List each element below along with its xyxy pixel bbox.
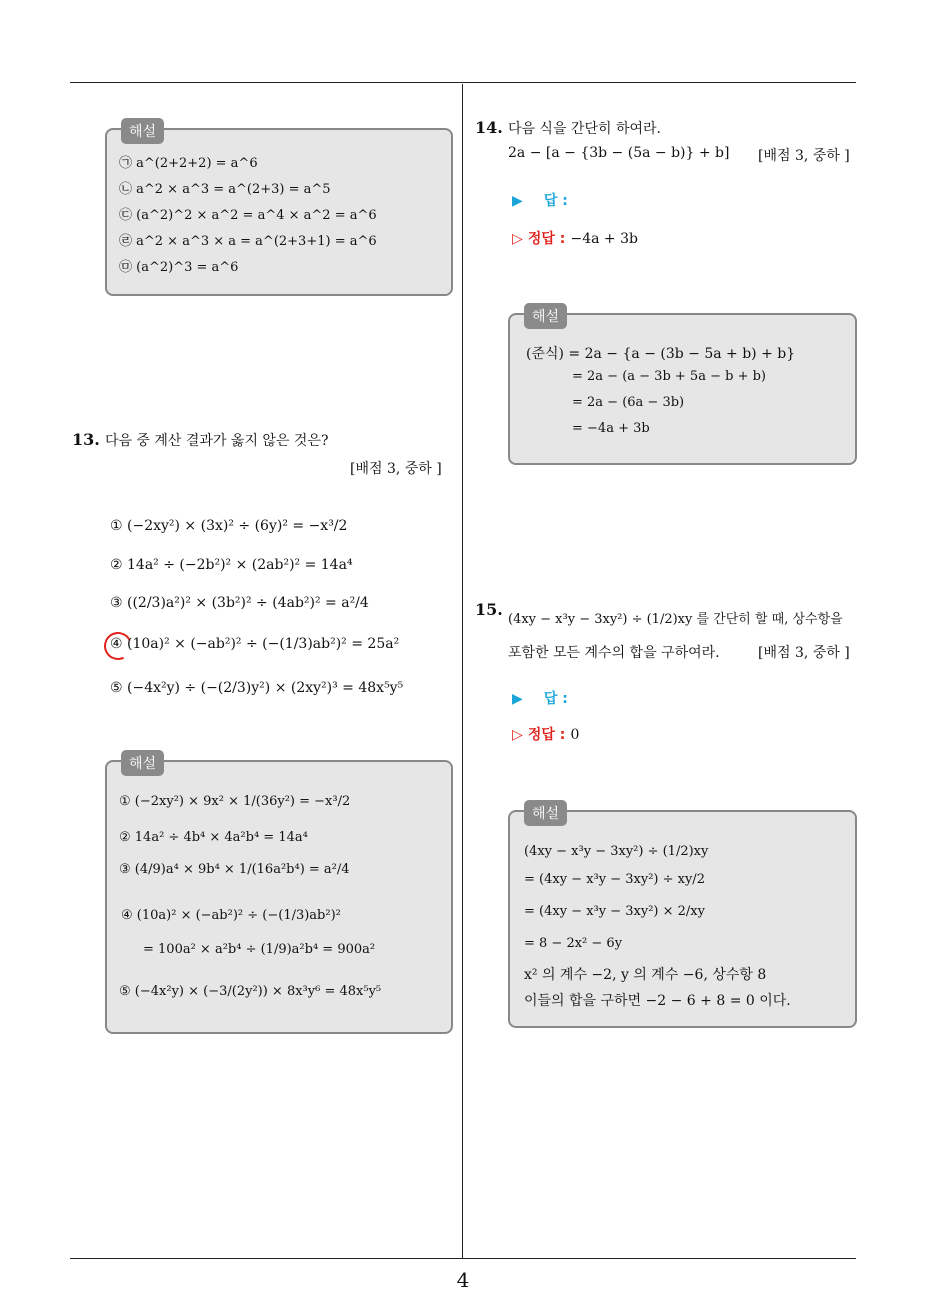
bottom-rule — [70, 1258, 856, 1259]
solution-tag: 해설 — [524, 800, 567, 826]
option-3[interactable]: ③ ((2/3)a²)² × (3b²)² ÷ (4ab²)² = a²/4 — [110, 595, 369, 611]
question-15 — [475, 600, 503, 619]
correct-answer-row — [512, 724, 579, 744]
solution-line: x² 의 계수 −2, y 의 계수 −6, 상수항 8 — [524, 967, 767, 983]
solution-box-q12 — [105, 124, 453, 296]
solution-line: = (4xy − x³y − 3xy²) × 2/xy — [524, 904, 705, 919]
answer-row — [512, 190, 568, 210]
solution-line: = 8 − 2x² − 6y — [524, 936, 623, 951]
solution-box-q15 — [508, 806, 857, 1028]
solution-line: ㉡ a^2 × a^3 = a^(2+3) = a^5 — [119, 182, 331, 197]
solution-line: = −4a + 3b — [572, 421, 650, 436]
play-icon: ▶ — [512, 193, 523, 209]
top-rule — [70, 82, 856, 83]
question-meta: [배점 3, 중하 ] — [758, 148, 850, 164]
solution-line: 이들의 합을 구하면 −2 − 6 + 8 = 0 이다. — [524, 993, 791, 1009]
page-number: 4 — [456, 1268, 470, 1292]
solution-line: ㉤ (a^2)^3 = a^6 — [119, 260, 239, 275]
option-2[interactable]: ② 14a² ÷ (−2b²)² × (2ab²)² = 14a⁴ — [110, 557, 353, 573]
solution-tag: 해설 — [121, 118, 164, 144]
solution-line: ① (−2xy²) × 9x² × 1/(36y²) = −x³/2 — [119, 794, 351, 809]
solution-line: ④ (10a)² × (−ab²)² ÷ (−(1/3)ab²)² — [121, 908, 341, 923]
column-divider — [462, 84, 463, 1258]
solution-line: = 100a² × a²b⁴ ÷ (1/9)a²b⁴ = 900a² — [143, 942, 376, 957]
solution-line: ㉢ (a^2)^2 × a^2 = a^4 × a^2 = a^6 — [119, 208, 377, 223]
question-text: (4xy − x³y − 3xy²) ÷ (1/2)xy 를 간단히 할 때, 상수항을 — [508, 612, 843, 627]
question-number: 14. — [475, 118, 503, 137]
question-text: 다음 중 계산 결과가 옳지 않은 것은? — [104, 433, 329, 449]
triangle-outline-icon: ▷ — [512, 727, 523, 743]
solution-tag: 해설 — [524, 303, 567, 329]
solution-line: = 2a − (6a − 3b) — [572, 395, 685, 410]
solution-line: ㉣ a^2 × a^3 × a = a^(2+3+1) = a^6 — [119, 234, 377, 249]
correct-value: 0 — [570, 727, 580, 743]
solution-line: (4xy − x³y − 3xy²) ÷ (1/2)xy — [524, 844, 709, 859]
triangle-outline-icon: ▷ — [512, 231, 523, 247]
solution-line: ㉠ a^(2+2+2) = a^6 — [119, 156, 258, 171]
question-number: 13. — [72, 430, 100, 449]
solution-line: (준식) = 2a − {a − (3b − 5a + b) + b} — [526, 346, 796, 362]
option-1[interactable]: ① (−2xy²) × (3x)² ÷ (6y)² = −x³/2 — [110, 518, 348, 534]
option-4[interactable]: ④ (10a)² × (−ab²)² ÷ (−(1/3)ab²)² = 25a² — [110, 636, 400, 652]
question-number: 15. — [475, 600, 503, 619]
question-13 — [72, 430, 328, 450]
answer-row — [512, 688, 568, 708]
solution-line: ⑤ (−4x²y) × (−3/(2y²)) × 8x³y⁶ = 48x⁵y⁵ — [119, 984, 382, 999]
solution-line: ② 14a² ÷ 4b⁴ × 4a²b⁴ = 14a⁴ — [119, 830, 308, 845]
question-text: 다음 식을 간단히 하여라. — [507, 121, 661, 137]
option-5[interactable]: ⑤ (−4x²y) ÷ (−(2/3)y²) × (2xy²)³ = 48x⁵y⁵ — [110, 680, 404, 696]
solution-line: = (4xy − x³y − 3xy²) ÷ xy/2 — [524, 872, 705, 887]
solution-box-q13 — [105, 756, 453, 1034]
solution-line: = 2a − (a − 3b + 5a − b + b) — [572, 369, 766, 384]
answer-label: 답 : — [543, 193, 568, 209]
question-text-2: 포함한 모든 계수의 합을 구하여라. — [508, 645, 720, 661]
correct-value: −4a + 3b — [570, 231, 638, 247]
play-icon: ▶ — [512, 691, 523, 707]
question-expression: 2a − [a − {3b − (5a − b)} + b] — [508, 145, 730, 161]
solution-tag: 해설 — [121, 750, 164, 776]
solution-line: ③ (4/9)a⁴ × 9b⁴ × 1/(16a²b⁴) = a²/4 — [119, 862, 350, 877]
correct-label: 정답 : — [527, 727, 566, 743]
correct-answer-row — [512, 228, 638, 248]
answer-label: 답 : — [543, 691, 568, 707]
question-meta: [배점 3, 중하 ] — [350, 461, 442, 477]
solution-box-q14 — [508, 309, 857, 465]
question-meta: [배점 3, 중하 ] — [758, 645, 850, 661]
question-14 — [475, 118, 661, 138]
correct-label: 정답 : — [527, 231, 566, 247]
